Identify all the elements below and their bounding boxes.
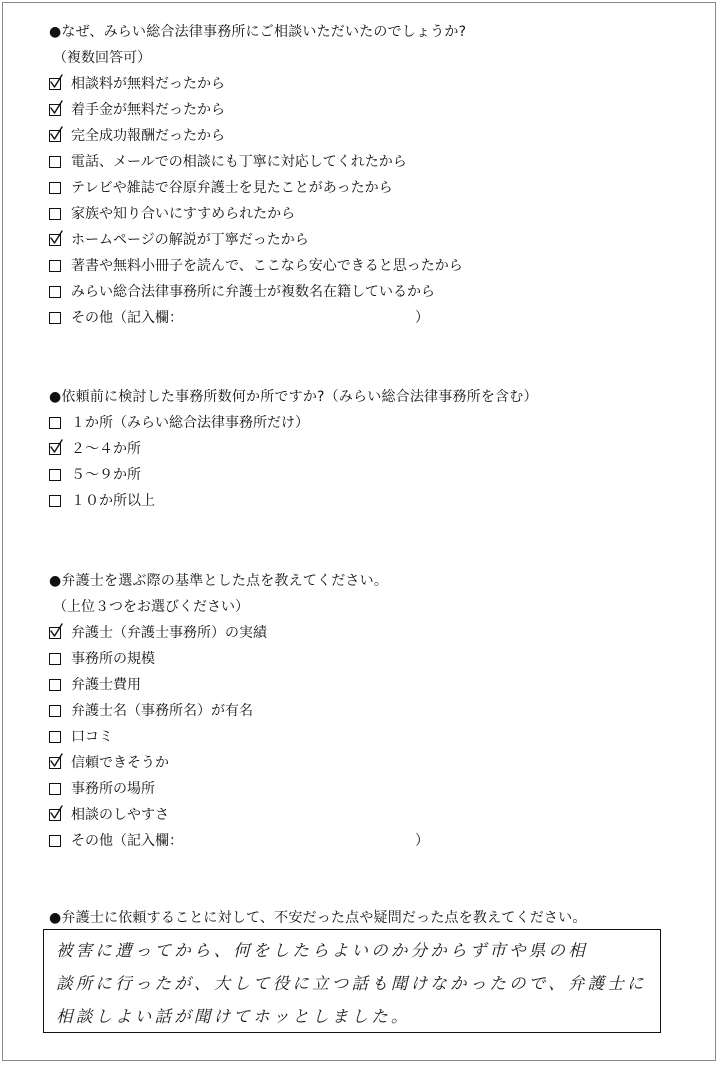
- option-label: 弁護士（弁護士事務所）の実績: [71, 625, 267, 641]
- option-label: １０か所以上: [71, 493, 155, 509]
- checkbox-checked[interactable]: [49, 757, 61, 769]
- criteria-options-list: [49, 620, 689, 828]
- checkbox[interactable]: [49, 260, 61, 272]
- option-label: 電話、メールでの相談にも丁寧に対応してくれたから: [71, 154, 407, 170]
- option-item[interactable]: [49, 227, 689, 253]
- checkbox-checked[interactable]: [49, 443, 61, 455]
- checkbox-checked[interactable]: [49, 234, 61, 246]
- question-criteria-section: [49, 568, 689, 854]
- option-label: 事務所の規模: [71, 651, 155, 667]
- option-item[interactable]: [49, 97, 689, 123]
- option-label: 弁護士名（事務所名）が有名: [71, 703, 253, 719]
- checkmark-icon: [48, 74, 64, 90]
- option-item[interactable]: [49, 488, 689, 514]
- handwritten-answer-box[interactable]: [43, 929, 661, 1033]
- reason-options-list: [49, 71, 689, 305]
- checkmark-icon: [48, 753, 64, 769]
- option-item[interactable]: [49, 462, 689, 488]
- handwritten-line: 談所に行ったが、大して役に立つ話も聞けなかったので、弁護士に: [56, 974, 647, 993]
- checkbox[interactable]: [49, 156, 61, 168]
- checkbox[interactable]: [49, 679, 61, 691]
- checkmark-icon: [48, 623, 64, 639]
- option-label: 相談のしやすさ: [71, 807, 169, 823]
- option-item[interactable]: [49, 436, 689, 462]
- checkbox-checked[interactable]: [49, 78, 61, 90]
- option-item[interactable]: [49, 71, 689, 97]
- checkbox[interactable]: [49, 286, 61, 298]
- other-label: その他（記入欄：: [71, 833, 183, 849]
- option-label: 相談料が無料だったから: [71, 76, 225, 92]
- option-item[interactable]: [49, 620, 689, 646]
- checkmark-icon: [48, 439, 64, 455]
- option-label: 事務所の場所: [71, 781, 155, 797]
- question-reason-section: [49, 19, 689, 331]
- checkbox-checked[interactable]: [49, 627, 61, 639]
- checkmark-icon: [48, 230, 64, 246]
- checkmark-icon: [48, 100, 64, 116]
- checkbox-checked[interactable]: [49, 104, 61, 116]
- checkbox[interactable]: [49, 312, 61, 324]
- checkbox-checked[interactable]: [49, 130, 61, 142]
- survey-page: [2, 2, 716, 1061]
- checkbox[interactable]: [49, 182, 61, 194]
- option-item[interactable]: [49, 253, 689, 279]
- option-label: 弁護士費用: [71, 677, 141, 693]
- option-item[interactable]: [49, 410, 689, 436]
- option-item[interactable]: [49, 201, 689, 227]
- option-item[interactable]: [49, 776, 689, 802]
- question-criteria-title: ●弁護士を選ぶ際の基準とした点を教えてください。: [49, 573, 389, 589]
- other-label: その他（記入欄：: [71, 310, 183, 326]
- other-close-paren: ）: [415, 833, 429, 849]
- multiple-answers-note: （複数回答可）: [53, 50, 151, 66]
- option-label: 家族や知り合いにすすめられたから: [71, 206, 296, 222]
- question-offices-title: ●依頼前に検討した事務所数何か所ですか?（みらい総合法律事務所を含む）: [49, 389, 538, 405]
- option-item[interactable]: [49, 724, 689, 750]
- checkmark-icon: [48, 126, 64, 142]
- question-concerns-title: ●弁護士に依頼することに対して、不安だった点や疑問だった点を教えてください。: [49, 910, 587, 926]
- option-label: ２～４か所: [71, 441, 141, 457]
- top-three-note: （上位３つをお選びください）: [53, 599, 249, 615]
- option-item[interactable]: [49, 149, 689, 175]
- option-label: 完全成功報酬だったから: [71, 128, 225, 144]
- option-label: 着手金が無料だったから: [71, 102, 225, 118]
- checkbox[interactable]: [49, 783, 61, 795]
- option-item[interactable]: [49, 802, 689, 828]
- option-item[interactable]: [49, 123, 689, 149]
- option-label: テレビや雑誌で谷原弁護士を見たことがあったから: [71, 180, 393, 196]
- checkbox-checked[interactable]: [49, 809, 61, 821]
- option-label: 著書や無料小冊子を読んで、ここなら安心できると思ったから: [71, 258, 463, 274]
- checkbox[interactable]: [49, 705, 61, 717]
- option-item[interactable]: [49, 175, 689, 201]
- reason-other-option[interactable]: [49, 305, 689, 331]
- checkbox[interactable]: [49, 731, 61, 743]
- checkbox[interactable]: [49, 208, 61, 220]
- checkbox[interactable]: [49, 469, 61, 481]
- handwritten-line: 相談しよい話が聞けてホッとしました。: [56, 1007, 411, 1026]
- option-label: みらい総合法律事務所に弁護士が複数名在籍しているから: [71, 284, 435, 300]
- checkbox[interactable]: [49, 417, 61, 429]
- other-close-paren: ）: [415, 310, 429, 326]
- option-item[interactable]: [49, 750, 689, 776]
- office-count-options-list: [49, 410, 689, 514]
- question-reason-title: ●なぜ、みらい総合法律事務所にご相談いただいたのでしょうか?: [49, 24, 467, 40]
- option-item[interactable]: [49, 279, 689, 305]
- option-label: ５～９か所: [71, 467, 141, 483]
- question-concerns-section: [49, 905, 689, 1026]
- option-label: １か所（みらい総合法律事務所だけ）: [71, 415, 309, 431]
- option-item[interactable]: [49, 646, 689, 672]
- question-offices-section: [49, 384, 689, 514]
- option-item[interactable]: [49, 672, 689, 698]
- option-label: ホームページの解説が丁寧だったから: [71, 232, 309, 248]
- checkbox[interactable]: [49, 495, 61, 507]
- option-item[interactable]: [49, 698, 689, 724]
- option-label: 信頼できそうか: [71, 755, 169, 771]
- checkbox[interactable]: [49, 653, 61, 665]
- option-label: 口コミ: [71, 729, 113, 745]
- handwritten-line: 被害に遭ってから、何をしたらよいのか分からず市や県の相: [56, 941, 588, 960]
- criteria-other-option[interactable]: [49, 828, 689, 854]
- checkmark-icon: [48, 805, 64, 821]
- checkbox[interactable]: [49, 835, 61, 847]
